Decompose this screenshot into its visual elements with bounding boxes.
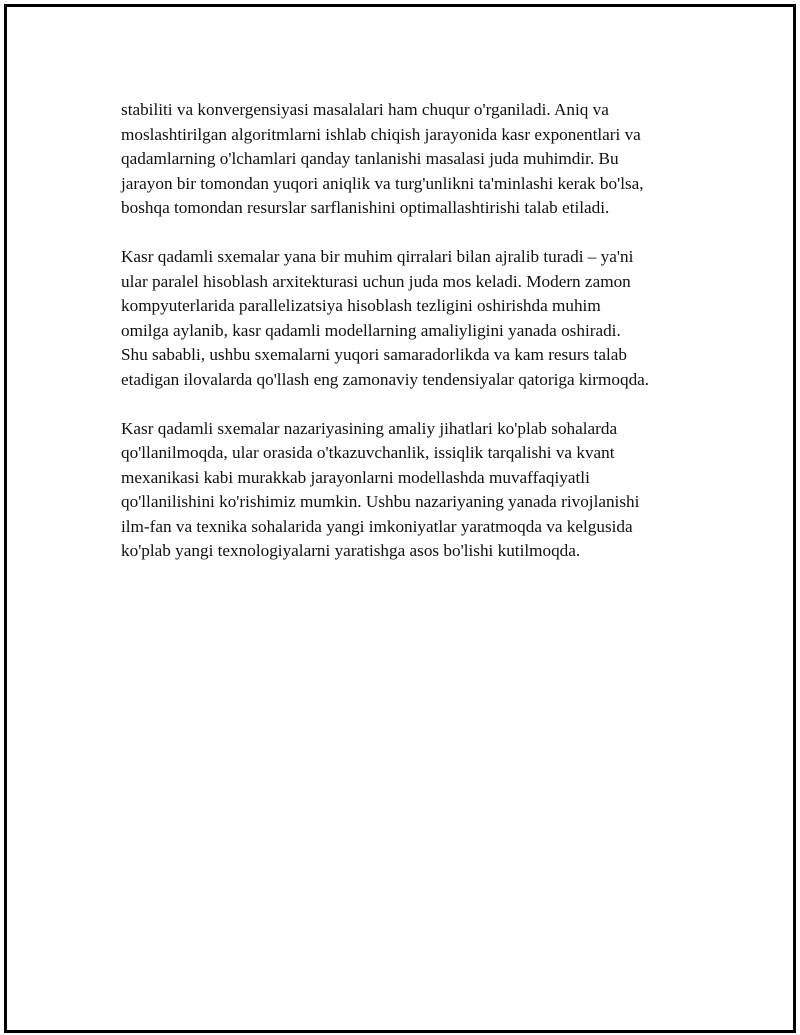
paragraph-1 <box>121 98 701 221</box>
page-frame <box>4 4 796 1033</box>
paragraph-line: omilga aylanib, kasr qadamli modellarning amaliyligini yanada oshiradi. <box>121 320 621 340</box>
paragraph-line: etadigan ilovalarda qo'llash eng zamonaviy tendensiyalar qatoriga kirmoqda. <box>121 369 650 389</box>
paragraph-line: boshqa tomondan resurslar sarflanishini optimallashtirishi talab etiladi. <box>121 198 610 217</box>
paragraph-line: mexanikasi kabi murakkab jarayonlarni modellashda muvaffaqiyatli <box>121 467 590 487</box>
paragraph-line: qadamlarning o'lchamlari qanday tanlanishi masalasi juda muhimdir. Bu <box>121 149 619 168</box>
paragraph-line: jarayon bir tomondan yuqori aniqlik va turg'unlikni ta'minlashi kerak bo'lsa, <box>121 173 644 193</box>
paragraph-line: ular paralel hisoblash arxitekturasi uchun juda mos keladi. Modern zamon <box>121 271 631 291</box>
paragraph-line: ilm-fan va texnika sohalarida yangi imkoniyatlar yaratmoqda va kelgusida <box>121 516 633 536</box>
paragraph-2 <box>121 245 701 392</box>
paragraph-line: Kasr qadamli sxemalar nazariyasining amaliy jihatlari ko'plab sohalarda <box>121 418 618 438</box>
paragraph-3 <box>121 417 701 564</box>
document-body <box>121 98 701 588</box>
paragraph-line: ko'plab yangi texnologiyalarni yaratishga asos bo'lishi kutilmoqda. <box>121 541 581 560</box>
paragraph-line: Kasr qadamli sxemalar yana bir muhim qirralari bilan ajralib turadi – ya'ni <box>121 247 634 266</box>
paragraph-line: qo'llanilishini ko'rishimiz mumkin. Ushbu nazariyaning yanada rivojlanishi <box>121 492 640 511</box>
paragraph-line: kompyuterlarida parallelizatsiya hisoblash tezligini oshirishda muhim <box>121 296 601 315</box>
paragraph-line: qo'llanilmoqda, ular orasida o'tkazuvchanlik, issiqlik tarqalishi va kvant <box>121 443 615 462</box>
paragraph-line: Shu sababli, ushbu sxemalarni yuqori samaradorlikda va kam resurs talab <box>121 345 627 364</box>
paragraph-line: moslashtirilgan algoritmlarni ishlab chiqish jarayonida kasr exponentlari va <box>121 124 641 144</box>
paragraph-line: stabiliti va konvergensiyasi masalalari ham chuqur o'rganiladi. Aniq va <box>121 100 609 119</box>
